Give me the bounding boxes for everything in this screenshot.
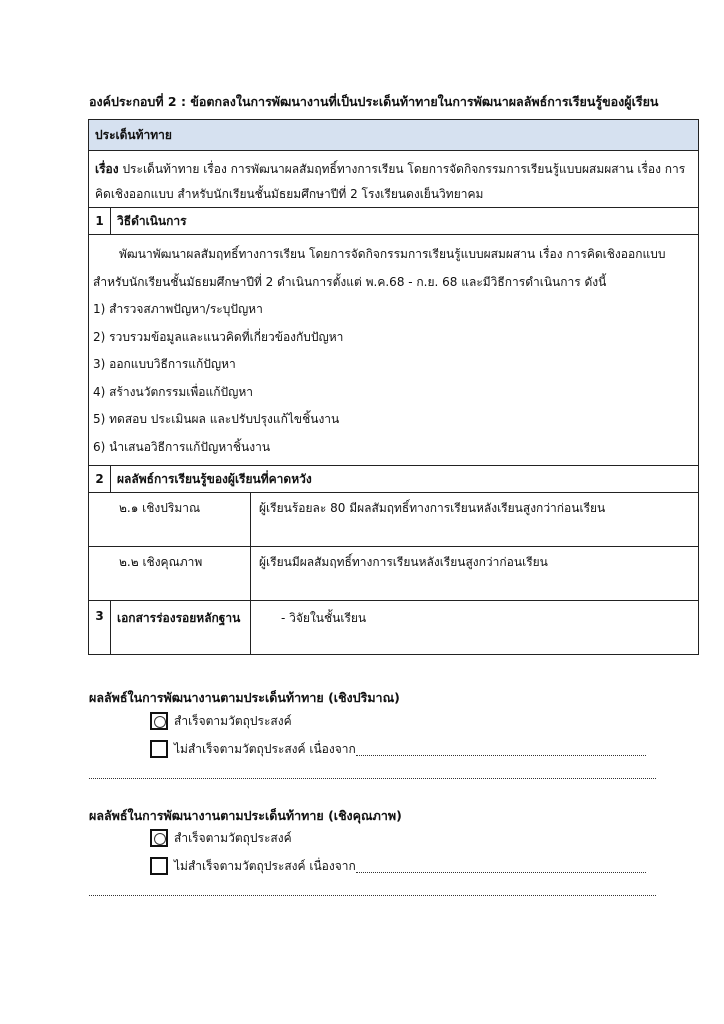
quality-fail-checkbox[interactable] [150,857,168,875]
quantity-label: ๒.๑ เชิงปริมาณ [89,493,251,547]
method-step: 5) ทดสอบ ประเมินผล และปรับปรุงแก้ไขชิ้นงาน [93,412,340,426]
method-step: 4) สร้างนวัตกรรมเพื่อแก้ปัญหา [93,384,254,399]
method-step: 2) รวบรวมข้อมูลและแนวคิดที่เกี่ยวข้องกับปัญหา [93,329,344,344]
method-body [89,235,699,466]
quality-fail-option[interactable] [150,855,646,877]
quality-success-option[interactable] [150,827,292,849]
page-heading: องค์ประกอบที่ 2 : ข้อตกลงในการพัฒนางานที่เป็นประเด็นท้าทายในการพัฒนาผลลัพธ์การเรียนรู้ของผู้เรียน [89,94,659,109]
quality-success-checkbox[interactable] [150,829,168,847]
section2-title: ผลลัพธ์การเรียนรู้ของผู้เรียนที่คาดหวัง [111,466,699,493]
quantity-fail-checkbox[interactable] [150,740,168,758]
check-icon [154,833,166,845]
subject-label: เรื่อง [95,162,119,176]
quality-value: ผู้เรียนมีผลสัมฤทธิ์ทางการเรียนหลังเรียนสูงกว่าก่อนเรียน [251,547,699,601]
quantity-success-option[interactable] [150,710,292,732]
evidence-item: - วิจัยในชั้นเรียน [251,601,699,655]
method-step: 3) ออกแบบวิธีการแก้ปัญหา [93,357,236,371]
section3-number: 3 [89,601,111,655]
quantity-result-title: ผลลัพธ์ในการพัฒนางานตามประเด็นท้าทาย (เชิงปริมาณ) [89,690,400,705]
subject-text: ประเด็นท้าทาย เรื่อง การพัฒนาผลสัมฤทธิ์ทางการเรียน โดยการจัดกิจกรรมการเรียนรู้แบบผสมผสาน เรื่อง การคิดเชิงออกแบบ สำหรับนักเรียนชั้นมัธยมศึกษาปีที่ 2 โรงเรียนดงเย็นวิทยาคม [95,162,686,201]
table-header: ประเด็นท้าทาย [89,120,699,151]
quality-label: ๒.๒ เชิงคุณภาพ [89,547,251,601]
quantity-fail-reason-line[interactable] [356,743,646,756]
quality-fail-reason-line[interactable] [356,860,646,873]
section3-title: เอกสารร่องรอยหลักฐาน [111,601,251,655]
quantity-success-label: สำเร็จตามวัตถุประสงค์ [174,713,292,728]
method-intro: พัฒนาพัฒนาผลสัมฤทธิ์ทางการเรียน โดยการจัดกิจกรรมการเรียนรู้แบบผสมผสาน เรื่อง การคิดเชิงออกแบบ สำหรับนักเรียนชั้นมัธยมศึกษาปีที่ 2 ดำเนินการตั้งแต่ พ.ค.68 - ก.ย. 68 และมีวิธีการดำเนินการ ดังนี้ [93,247,666,289]
quantity-extra-line[interactable] [89,778,656,779]
challenge-table [88,119,699,655]
section1-number: 1 [89,208,111,235]
quantity-success-checkbox[interactable] [150,712,168,730]
quantity-fail-option[interactable] [150,738,646,760]
quality-success-label: สำเร็จตามวัตถุประสงค์ [174,830,292,845]
method-step: 6) นำเสนอวิธีการแก้ปัญหาชิ้นงาน [93,439,271,454]
subject-cell [89,151,699,208]
section2-number: 2 [89,466,111,493]
check-icon [154,716,166,728]
quality-result-title: ผลลัพธ์ในการพัฒนางานตามประเด็นท้าทาย (เชิงคุณภาพ) [89,808,402,823]
quantity-value: ผู้เรียนร้อยละ 80 มีผลสัมฤทธิ์ทางการเรียนหลังเรียนสูงกว่าก่อนเรียน [251,493,699,547]
section1-title: วิธีดำเนินการ [111,208,699,235]
quantity-fail-label: ไม่สำเร็จตามวัตถุประสงค์ เนื่องจาก [174,741,356,756]
quality-extra-line[interactable] [89,895,656,896]
quality-fail-label: ไม่สำเร็จตามวัตถุประสงค์ เนื่องจาก [174,858,356,873]
method-step: 1) สำรวจสภาพปัญหา/ระบุปัญหา [93,302,263,316]
